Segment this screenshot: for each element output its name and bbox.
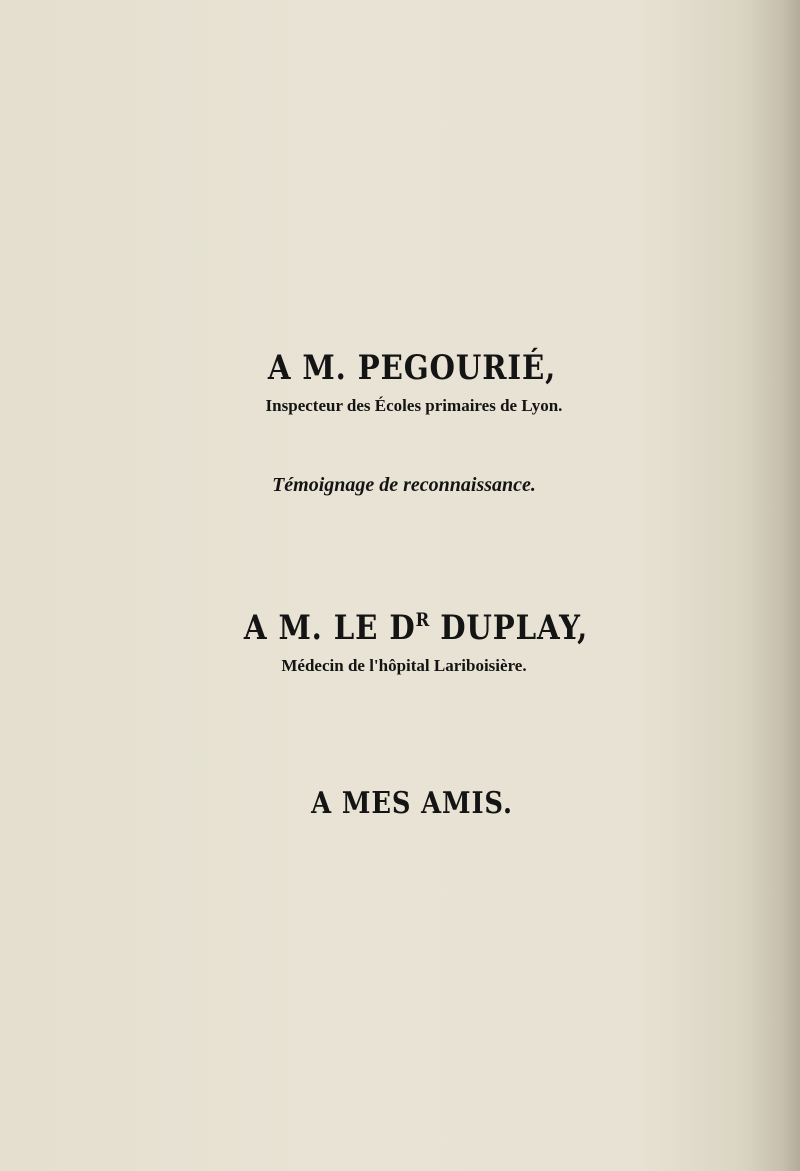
dedication-2-recipient	[72, 608, 760, 648]
dedication-1-recipient: A M. PEGOURIÉ,	[267, 348, 557, 388]
dedication-2-recipient-suffix: DUPLAY,	[429, 608, 589, 648]
dedication-2-recipient-superscript: R	[415, 609, 430, 631]
dedication-1-tribute: Témoignage de reconnaissance.	[272, 474, 536, 496]
page-edge-shadow	[740, 0, 800, 1171]
dedication-2-title: Médecin de l'hôpital Lariboisière.	[281, 656, 527, 675]
dedication-3-recipient: A MES AMIS.	[311, 786, 513, 821]
dedication-1-title: Inspecteur des Écoles primaires de Lyon.	[265, 396, 563, 415]
dedication-2-recipient-prefix: A M. LE D	[243, 608, 416, 648]
